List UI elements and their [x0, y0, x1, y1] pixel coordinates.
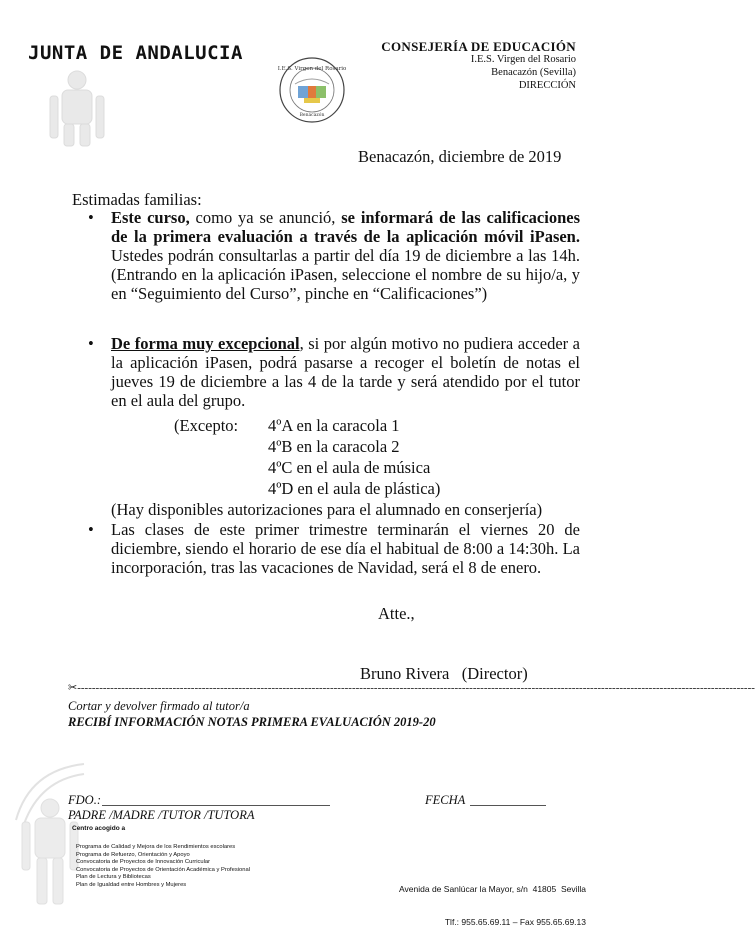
program-item: Convocatoria de Proyectos de Orientación Académica y Profesional	[76, 866, 250, 873]
slip-title: RECIBÍ INFORMACIÓN NOTAS PRIMERA EVALUACIÓN 2019-20	[68, 715, 436, 729]
program-item: Convocatoria de Proyectos de Innovación Curricular	[76, 859, 211, 865]
greeting: Estimadas familias:	[72, 190, 202, 209]
exception-item: 4ºB en la caracola 2	[268, 437, 400, 456]
scissors-icon: ✂	[68, 682, 78, 694]
footer-address: Avenida de Sanlúcar la Mayor, s/n 41805 Sevilla	[399, 884, 586, 894]
autorizaciones-note: (Hay disponibles autorizaciones para el alumnado en conserjería)	[111, 500, 543, 519]
direccion: DIRECCIÓN	[518, 80, 576, 91]
letter-date: Benacazón, diciembre de 2019	[358, 147, 562, 166]
bullet-1-text: Este curso, como ya se anunció, se informará de las calificaciones de la primera evaluación a través de la aplicación móvil iPasen. Ustedes podrán consultarlas a partir del día 19 de diciembre a las 14h. (Entrando en la aplicación iPasen, seleccione el nombre de su hijo/a, y en “Seguimiento del Curso”, pinche en “Calificaciones”)	[111, 208, 580, 303]
andalucia-emblem-icon	[44, 66, 110, 148]
programs-list	[76, 844, 250, 889]
fecha-field[interactable]	[470, 805, 546, 806]
footer-address-block	[399, 862, 586, 939]
signature: Bruno Rivera (Director)	[360, 664, 528, 683]
closing: Atte.,	[378, 604, 415, 623]
fdo-signature-field[interactable]	[102, 805, 330, 806]
junta-de-andalucia-logo-text: JUNTA DE ANDALUCIA	[28, 42, 243, 64]
bullet-icon: •	[88, 334, 94, 353]
bullet-icon: •	[88, 208, 94, 227]
locality: Benacazón (Sevilla)	[491, 67, 576, 78]
exception-item: 4ºA en la caracola 1	[268, 416, 400, 435]
cut-line: ✂-----------------------------------------------------------------------------------------------------------------------------------------------------------------------------------------	[68, 682, 755, 694]
centro-acogido: Centro acogido a	[72, 825, 126, 832]
fecha-label: FECHA	[425, 793, 466, 807]
bullet-3-text: Las clases de este primer trimestre terminarán el viernes 20 de diciembre, siendo el horario de ese día el habitual de 8:00 a 14:30h. La incorporación, tras las vacaciones de Navidad, será el 8 de enero.	[111, 520, 580, 577]
fdo-label: FDO.:	[68, 793, 101, 807]
bullet-icon: •	[88, 520, 94, 539]
program-item: Programa de Calidad y Mejora de los Rendimientos escolares	[76, 844, 236, 850]
bullet-2-text: De forma muy excepcional, si por algún motivo no pudiera acceder a la aplicación iPasen, podrá pasarse a recoger el boletín de notas el jueves 19 de diciembre a las 4 de la tarde y será atendido por el tutor en el aula del grupo.	[111, 334, 580, 410]
ies-name: I.E.S. Virgen del Rosario	[470, 54, 576, 65]
exception-item: 4ºC en el aula de música	[268, 458, 431, 477]
footer-phone: Tlf.: 955.65.69.11 – Fax 955.65.69.13	[444, 917, 586, 927]
padre-label: PADRE /MADRE /TUTOR /TUTORA	[68, 808, 255, 822]
logo-top-text: I.E.S. Virgen del Rosario	[277, 66, 347, 72]
exception-item: 4ºD en el aula de plástica)	[268, 479, 441, 498]
program-item: Plan de Lectura y Bibliotecas	[76, 874, 151, 880]
slip-instruction: Cortar y devolver firmado al tutor/a	[68, 699, 250, 713]
except-label: (Excepto:	[174, 416, 239, 435]
header-institution	[381, 40, 576, 92]
program-item: Programa de Refuerzo, Orientación y Apoyo	[76, 851, 190, 858]
logo-bottom-text: Benacazón	[299, 113, 325, 118]
school-logo-icon	[278, 56, 346, 124]
consejeria-title: CONSEJERÍA DE EDUCACIÓN	[381, 39, 576, 54]
program-item: Plan de Igualdad entre Hombres y Mujeres	[76, 881, 187, 888]
